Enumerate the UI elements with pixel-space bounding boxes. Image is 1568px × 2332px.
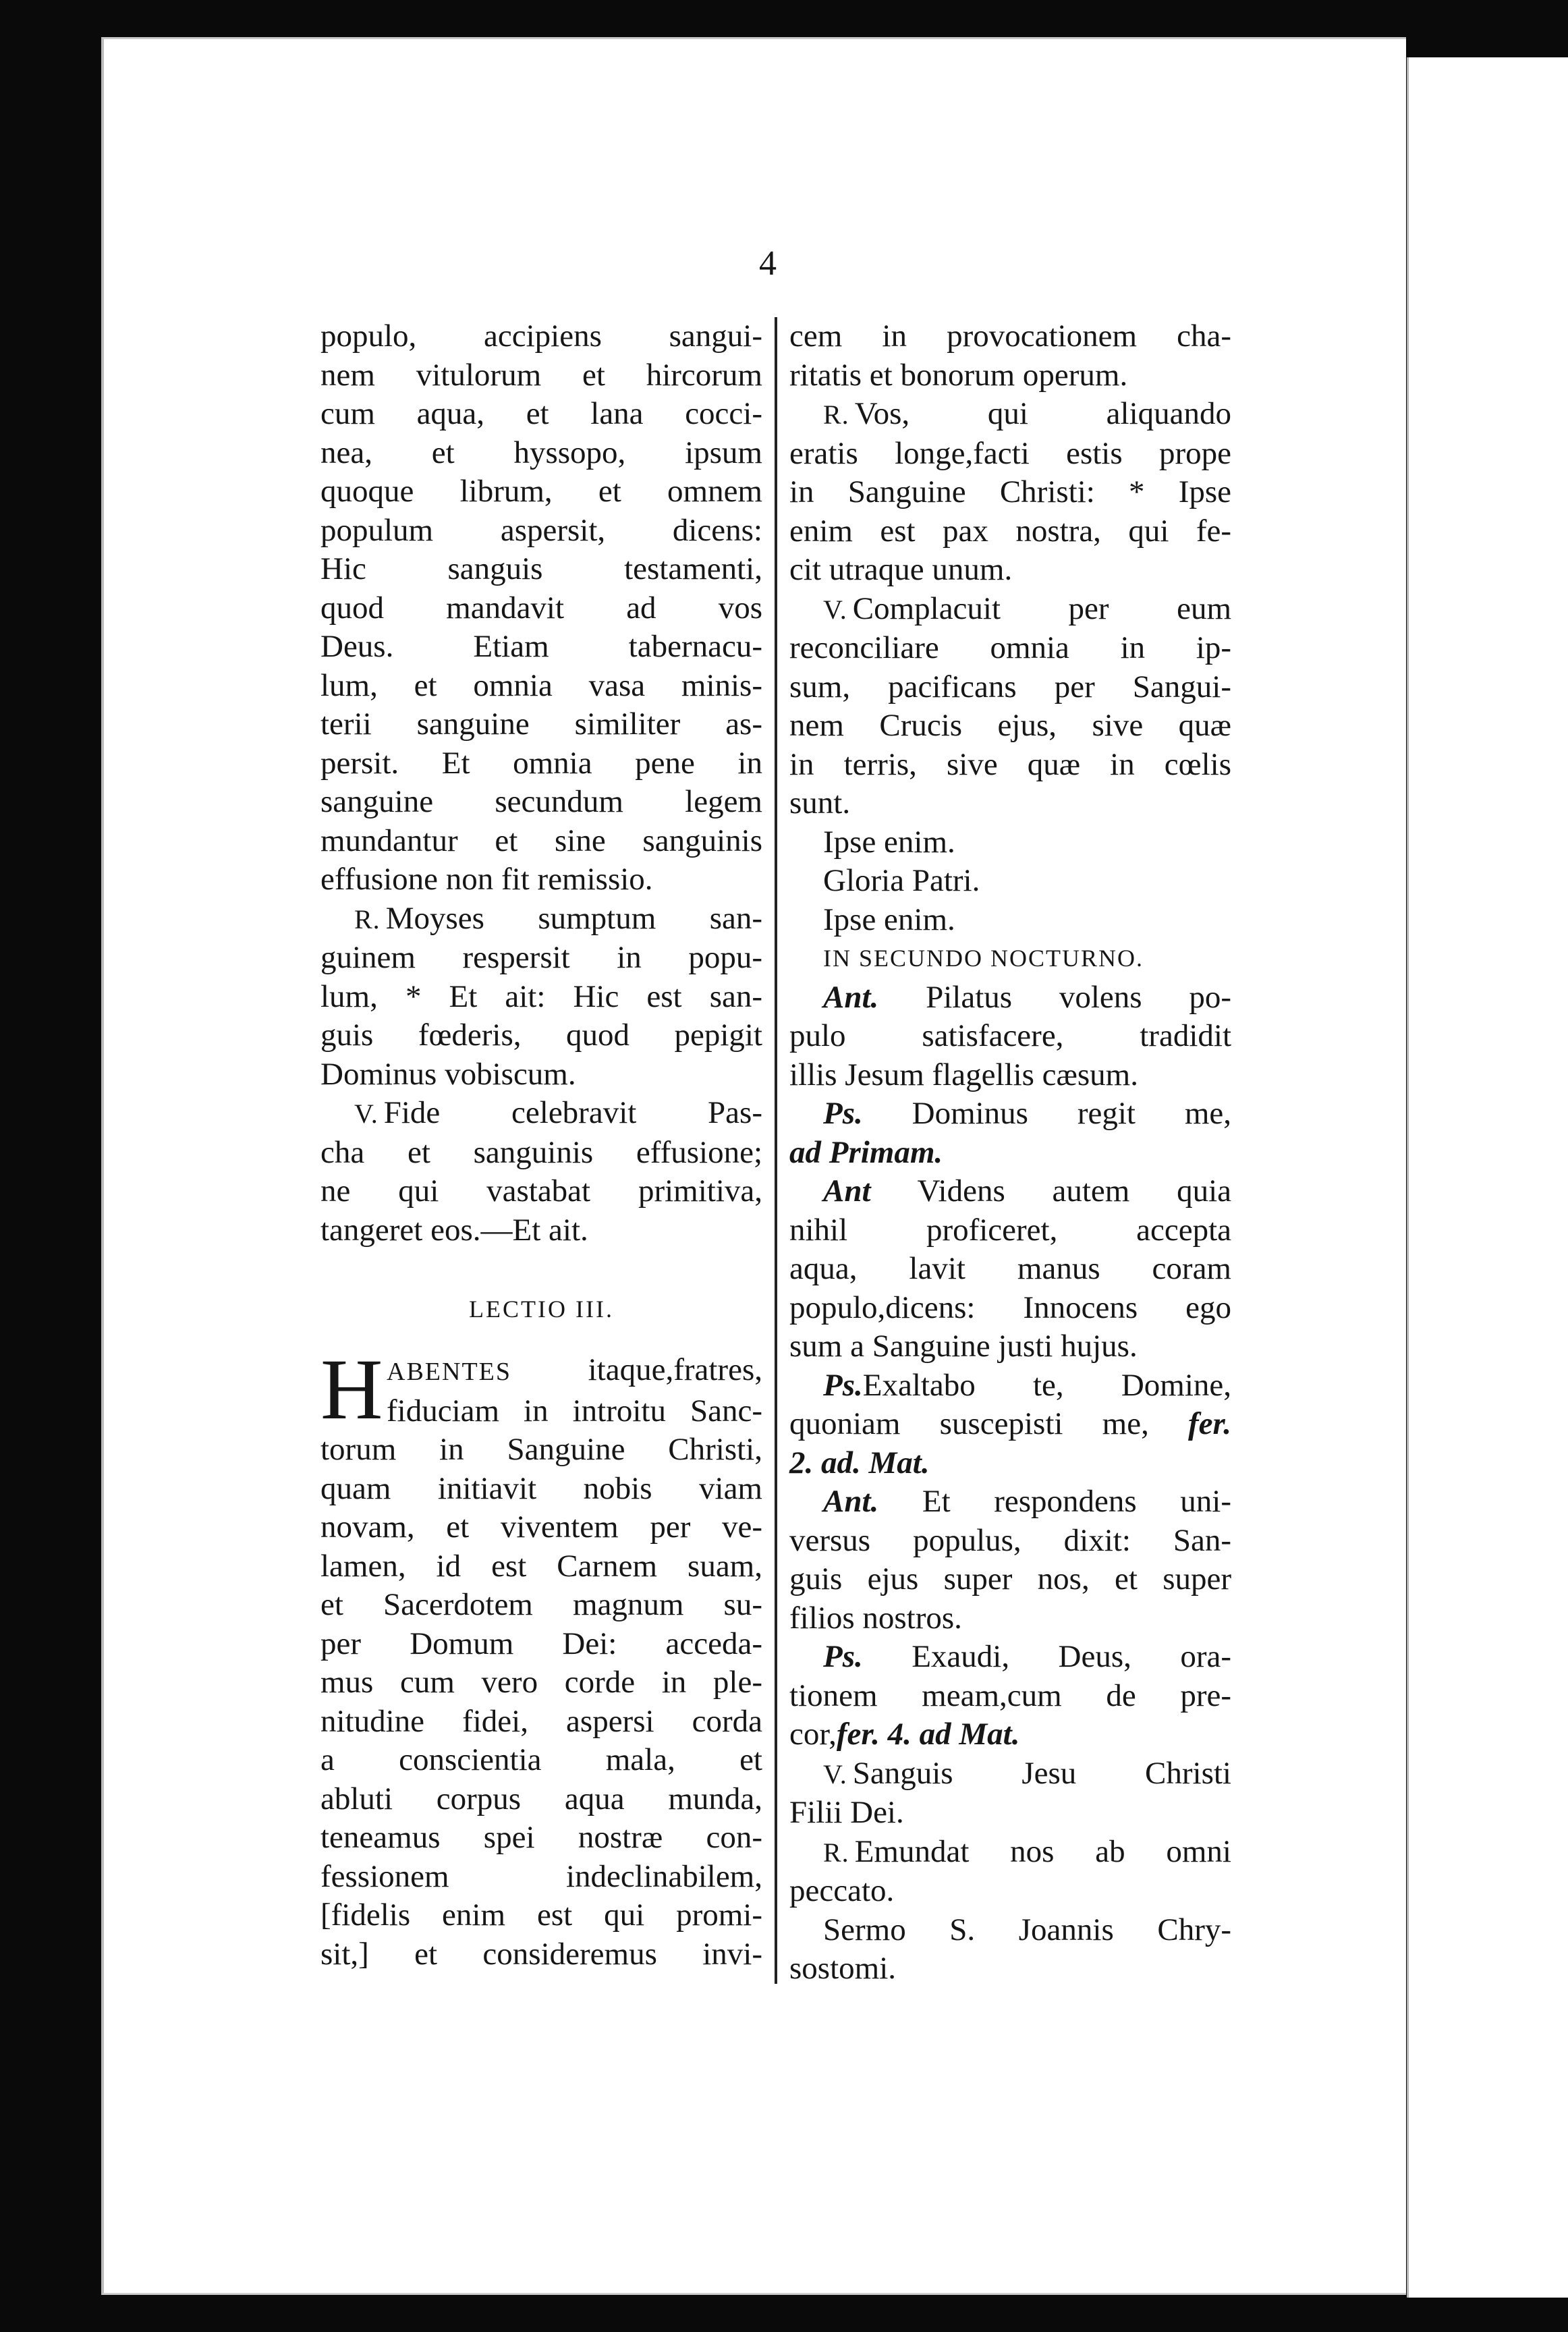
line-text: Et respondens uni-: [922, 1484, 1231, 1519]
line-text: cor,: [789, 1717, 837, 1752]
antiphon-label: Ant.: [823, 1484, 879, 1519]
text-line: versus populus, dixit: San-: [789, 1522, 1231, 1558]
psalm-1: [789, 1094, 1231, 1172]
text-line: lum, et omnia vasa minis-: [320, 667, 762, 703]
line-text: Exaltabo te, Domine,: [862, 1367, 1231, 1403]
line-text: Complacuit per eum: [852, 590, 1231, 626]
text-line: novam, et viventem per ve-: [320, 1509, 762, 1545]
text-line: sanguine secundum legem: [320, 784, 762, 819]
small-caps-word: ABENTES: [387, 1358, 511, 1386]
response-marker: R.: [354, 904, 381, 935]
scripture-paragraph: [320, 317, 762, 899]
text-line: tangeret eos.—Et ait.: [320, 1212, 588, 1248]
versicle-marker: V.: [823, 1758, 847, 1789]
text-line: [320, 1094, 762, 1134]
versicle-2: [789, 590, 1231, 823]
text-line: eratis longe,facti estis prope: [789, 435, 1231, 471]
psalm-label: Ps.: [823, 1639, 863, 1674]
text-line: fessionem indeclinabilem,: [320, 1858, 762, 1894]
text-line: in terris, sive quæ in cœlis: [789, 746, 1231, 782]
drop-cap: H: [320, 1341, 383, 1437]
column-divider: [775, 317, 777, 1984]
text-line: [789, 1754, 1231, 1794]
text-line: [789, 1638, 1231, 1677]
responsory-2: [789, 395, 1231, 590]
text-line: quoque librum, et omnem: [320, 474, 762, 509]
versicle-1: [320, 1094, 762, 1250]
text-line: sit,] et consideremus invi-: [320, 1936, 762, 1972]
text-line: [789, 1482, 1231, 1522]
antiphon-1: [789, 978, 1231, 1095]
text-line: abluti corpus aqua munda,: [320, 1781, 762, 1816]
text-line: mundantur et sine sanguinis: [320, 823, 762, 858]
line-text: Moyses sumptum san-: [385, 900, 762, 936]
text-line: nitudine fidei, aspersi corda: [320, 1703, 762, 1739]
text-line: populo, accipiens sangui-: [320, 318, 762, 354]
text-line: torum in Sanguine Christi,: [320, 1432, 762, 1467]
text-line: ritatis et bonorum operum.: [789, 357, 1128, 393]
psalm-reference: fer.: [1188, 1406, 1231, 1441]
text-line: Dominus vobiscum.: [320, 1056, 576, 1092]
text-line: sum, pacificans per Sangui-: [789, 669, 1231, 704]
text-line: enim est pax nostra, qui fe-: [789, 513, 1231, 549]
text-line: teneamus spei nostræ con-: [320, 1820, 762, 1855]
text-line: mus cum vero corde in ple-: [320, 1665, 762, 1700]
text-line: in Sanguine Christi: * Ipse: [789, 474, 1231, 509]
responsory-3: [789, 1833, 1231, 1911]
text-line: [789, 1405, 1231, 1444]
response-marker: R.: [823, 1837, 849, 1868]
text-line: [789, 590, 1231, 630]
text-line: Ipse enim.: [823, 824, 955, 860]
text-line: Deus. Etiam tabernacu-: [320, 629, 762, 664]
lectio-paragraph: [320, 1341, 762, 1974]
text-line: [fidelis enim est qui promi-: [320, 1897, 762, 1933]
text-line: sunt.: [789, 785, 851, 821]
sermo-title: [789, 1911, 1231, 1989]
responsory-1: [320, 899, 762, 1094]
response-marker: R.: [823, 399, 849, 430]
text-line: sostomi.: [789, 1951, 897, 1986]
text-line: [789, 978, 1231, 1018]
text-line: [789, 1366, 1231, 1406]
text-line: ne qui vastabat primitiva,: [320, 1173, 762, 1209]
psalm-reference: fer. 4. ad Mat.: [836, 1717, 1020, 1752]
text-line: persit. Et omnia pene in: [320, 745, 762, 781]
line-text: Emundat nos ab omni: [854, 1833, 1231, 1869]
text-line: ad Primam.: [789, 1134, 943, 1170]
text-line: fiduciam in introitu Sanc-: [387, 1393, 762, 1428]
text-line: Sermo S. Joannis Chry-: [823, 1912, 1231, 1947]
text-line: [789, 1715, 1231, 1754]
text-line: populo,dicens: Innocens ego: [789, 1289, 1231, 1325]
text-line: quod mandavit ad vos: [320, 590, 762, 626]
antiphon-3: [789, 1482, 1231, 1638]
antiphon-label: Ant.: [823, 979, 879, 1015]
text-line: illis Jesum flagellis cæsum.: [789, 1057, 1138, 1092]
line-text: quoniam suscepisti me,: [789, 1406, 1149, 1441]
versicle-3: [789, 1754, 1231, 1833]
text-line: tionem meam,cum de pre-: [789, 1677, 1231, 1713]
text-line: populum aspersit, dicens:: [320, 512, 762, 548]
nocturn-heading: IN SECUNDO NOCTURNO.: [823, 945, 1144, 972]
line-text: Vos, qui aliquando: [854, 396, 1231, 431]
text-line: nem Crucis ejus, sive quæ: [789, 708, 1231, 743]
text-line: [789, 395, 1231, 435]
text-line: [789, 1172, 1231, 1211]
line-text: itaque,fratres,: [588, 1352, 762, 1387]
text-line: lum, * Et ait: Hic est san-: [320, 978, 762, 1014]
text-line: guinem respersit in popu-: [320, 940, 762, 975]
text-line: Ipse enim.: [823, 901, 955, 937]
doxology-lines: [789, 823, 1231, 940]
line-text: Fide celebravit Pas-: [383, 1095, 762, 1130]
facing-page-edge: [1407, 57, 1568, 2298]
psalm-label: Ps.: [823, 1367, 863, 1403]
psalm-label: Ps.: [823, 1096, 863, 1131]
text-line: Gloria Patri.: [823, 863, 980, 898]
text-line: nihil proficeret, accepta: [789, 1212, 1231, 1248]
psalm-3: [789, 1638, 1231, 1754]
text-line: peccato.: [789, 1873, 895, 1908]
text-line: filios nostros.: [789, 1600, 962, 1636]
lectio-heading: LECTIO III.: [469, 1296, 614, 1323]
versicle-marker: V.: [354, 1099, 379, 1129]
line-text: Videns autem quia: [917, 1173, 1231, 1209]
text-line: terii sanguine similiter as-: [320, 706, 762, 742]
versicle-marker: V.: [823, 594, 847, 625]
text-line: Filii Dei.: [789, 1795, 904, 1830]
text-line: effusione non fit remissio.: [320, 862, 653, 897]
text-line: cem in provocationem cha-: [789, 318, 1231, 354]
line-text: Sanguis Jesu Christi: [852, 1755, 1231, 1791]
left-column: [320, 317, 762, 1974]
page-number: 4: [759, 244, 777, 283]
text-line: sum a Sanguine justi hujus.: [789, 1329, 1138, 1364]
text-line: [789, 1094, 1231, 1134]
text-line: lamen, id est Carnem suam,: [320, 1548, 762, 1584]
line-text: Dominus regit me,: [912, 1096, 1232, 1131]
lectio-continuation: [789, 317, 1231, 395]
right-column: [789, 317, 1231, 1989]
text-line: aqua, lavit manus coram: [789, 1251, 1231, 1286]
text-line: cha et sanguinis effusione;: [320, 1134, 762, 1170]
text-line: et Sacerdotem magnum su-: [320, 1587, 762, 1622]
antiphon-label: Ant: [823, 1173, 871, 1209]
text-line: cum aqua, et lana cocci-: [320, 396, 762, 431]
text-line: Hic sanguis testamenti,: [320, 551, 762, 586]
psalm-2: [789, 1366, 1231, 1483]
text-line: guis fœderis, quod pepigit: [320, 1018, 762, 1053]
text-line: cit utraque unum.: [789, 552, 1013, 587]
antiphon-2: [789, 1172, 1231, 1366]
text-line: pulo satisfacere, tradidit: [789, 1018, 1231, 1053]
text-line: 2. ad. Mat.: [789, 1445, 930, 1480]
text-line: guis ejus super nos, et super: [789, 1561, 1231, 1597]
text-line: [320, 899, 762, 939]
text-line: nea, et hyssopo, ipsum: [320, 435, 762, 470]
line-text: Exaudi, Deus, ora-: [912, 1639, 1231, 1674]
text-line: a conscientia mala, et: [320, 1742, 762, 1777]
text-line: [789, 1833, 1231, 1872]
text-line: reconciliare omnia in ip-: [789, 630, 1231, 665]
text-line: nem vitulorum et hircorum: [320, 357, 762, 393]
text-line: [320, 1351, 762, 1392]
text-line: per Domum Dei: acceda-: [320, 1626, 762, 1661]
text-line: quam initiavit nobis viam: [320, 1470, 762, 1506]
line-text: Pilatus volens po-: [926, 979, 1232, 1015]
